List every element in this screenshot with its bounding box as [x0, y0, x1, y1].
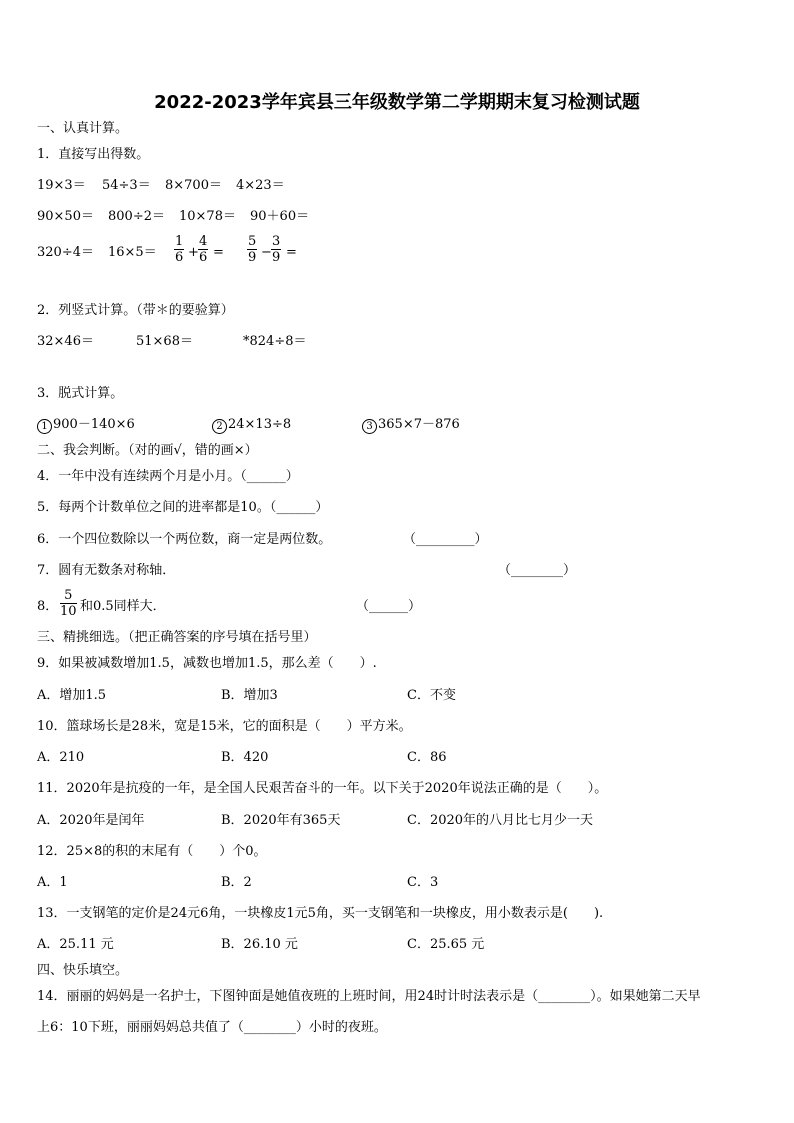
question-14-line-2: 上6：10下班，丽丽妈妈总共值了（________）小时的夜班。: [37, 1020, 387, 1035]
calc-item: *824÷8＝: [243, 334, 307, 349]
calc-item: 320÷4＝: [37, 245, 94, 260]
question-11: 11．2020年是抗疫的一年，是全国人民艰苦奋斗的一年。以下关于2020年说法正确的是（ ）。: [37, 781, 608, 796]
calc-item: 90＋60＝: [250, 209, 310, 224]
option-b[interactable]: B．增加3: [221, 688, 278, 703]
question-1-label: 1．直接写出得数。: [37, 147, 150, 162]
question-14-line-1: 14．丽丽的妈妈是一名护士，下图钟面是她值夜班的上班时间，用24时计时法表示是（________）。如果她第二天早: [37, 989, 701, 1004]
calc-item: 2 24×13÷8: [212, 417, 291, 434]
question-2-label: 2．列竖式计算。（带＊的要验算）: [37, 303, 234, 318]
answer-blank[interactable]: （________）: [498, 563, 577, 578]
circled-number: 3: [362, 419, 377, 434]
section-4-heading: 四、快乐填空。: [37, 963, 129, 978]
fraction: $\frac{1}{6}$: [175, 234, 184, 265]
calc-item: 1 900－140×6: [37, 417, 135, 434]
fraction: $\frac{4}{6}$: [199, 234, 208, 265]
calc-item: 3 365×7－876: [362, 417, 460, 434]
option-a[interactable]: A．增加1.5: [37, 688, 107, 703]
answer-blank[interactable]: （______）: [240, 469, 299, 484]
circled-number: 2: [212, 419, 227, 434]
calc-item: 90×50＝: [37, 209, 94, 224]
option-b[interactable]: B．26.10 元: [221, 937, 298, 952]
equals-sign: =: [213, 245, 224, 260]
calc-item: 19×3＝: [37, 178, 86, 193]
calc-item: 16×5＝: [108, 245, 157, 260]
question-7: 7．圆有无数条对称轴．: [37, 563, 176, 578]
option-a[interactable]: A．1: [37, 875, 68, 890]
answer-blank[interactable]: （______）: [356, 599, 422, 614]
option-b[interactable]: B．420: [221, 750, 269, 765]
option-c[interactable]: C．3: [407, 875, 439, 890]
section-2-heading: 二、我会判断。（对的画√，错的画×）: [37, 443, 258, 458]
section-3-heading: 三、精挑细选。（把正确答案的序号填在括号里）: [37, 630, 317, 645]
option-c[interactable]: C．不变: [407, 688, 456, 703]
calc-item: 4×23＝: [236, 178, 285, 193]
option-a[interactable]: A．25.11 元: [37, 937, 114, 952]
question-8: 和0.5同样大．: [80, 599, 166, 614]
question-4: 4．一年中没有连续两个月是小月。（______）: [37, 469, 299, 484]
calc-item: 32×46＝: [37, 334, 94, 349]
answer-blank[interactable]: （_________）: [403, 532, 488, 547]
option-b[interactable]: B．2020年有365天: [221, 813, 341, 828]
option-c[interactable]: C．25.65 元: [407, 937, 485, 952]
equals-sign: =: [286, 245, 297, 260]
question-10: 10．篮球场长是28米，宽是15米，它的面积是（ ）平方米。: [37, 719, 412, 734]
operator: +: [188, 245, 199, 260]
fraction: $\frac{5}{10}$: [60, 588, 77, 619]
question-13: 13．一支钢笔的定价是24元6角，一块橡皮1元5角，买一支钢笔和一块橡皮，用小数表示是( ).: [37, 906, 604, 921]
question-9: 9．如果被减数增加1.5，减数也增加1.5，那么差（ ）.: [37, 656, 377, 671]
fraction: $\frac{5}{9}$: [248, 234, 257, 265]
section-1-heading: 一、认真计算。: [37, 121, 129, 136]
question-3-label: 3．脱式计算。: [37, 386, 124, 401]
circled-number: 1: [37, 419, 52, 434]
page-title: 2022-2023学年宾县三年级数学第二学期期末复习检测试题: [154, 92, 640, 113]
calc-item: 8×700＝: [165, 178, 222, 193]
fraction: $\frac{3}{9}$: [272, 234, 281, 265]
option-a[interactable]: A．210: [37, 750, 85, 765]
question-5: 5．每两个计数单位之间的进率都是10。（______）: [37, 500, 329, 515]
operator: −: [261, 245, 272, 260]
option-c[interactable]: C．86: [407, 750, 447, 765]
calc-item: 10×78＝: [179, 209, 236, 224]
question-6: 6．一个四位数除以一个两位数，商一定是两位数。: [37, 532, 332, 547]
calc-item: 54÷3＝: [102, 178, 151, 193]
question-8-number: 8．: [37, 599, 59, 614]
calc-item: 800÷2＝: [108, 209, 165, 224]
option-c[interactable]: C．2020年的八月比七月少一天: [407, 813, 594, 828]
question-12: 12．25×8的积的末尾有（ ）个0。: [37, 844, 267, 859]
calc-item: 51×68＝: [136, 334, 193, 349]
option-b[interactable]: B．2: [221, 875, 252, 890]
option-a[interactable]: A．2020年是闰年: [37, 813, 145, 828]
answer-blank[interactable]: （______）: [269, 500, 329, 515]
